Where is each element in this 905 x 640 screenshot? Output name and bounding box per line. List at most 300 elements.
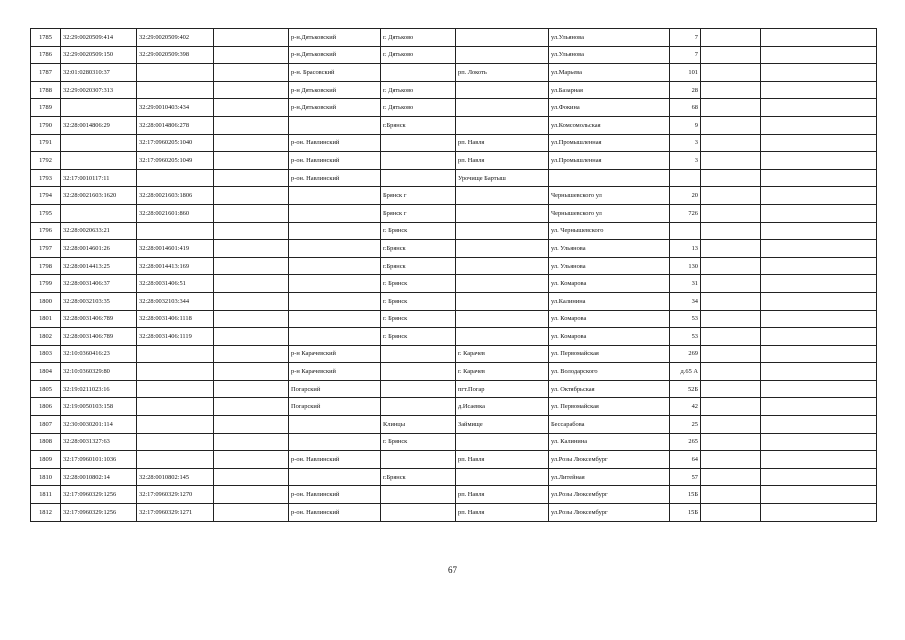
cell-city: г. Брянск	[381, 292, 456, 310]
cell-city	[381, 152, 456, 170]
table-body	[31, 29, 877, 522]
cell-row-number: 1792	[31, 152, 61, 170]
cell-cadastral-number: 32:17:0960101:1036	[61, 451, 137, 469]
cell-district	[289, 257, 381, 275]
cell-street: ул.Комсомольская	[549, 116, 670, 134]
cell-settlement	[456, 433, 549, 451]
cell-street: ул. Первомайская	[549, 398, 670, 416]
cell-remarks	[761, 64, 877, 82]
cell-remarks	[761, 398, 877, 416]
cell-extra	[214, 257, 289, 275]
cell-row-number: 1806	[31, 398, 61, 416]
cell-notes	[701, 345, 761, 363]
cell-district	[289, 204, 381, 222]
cell-house: 28	[670, 81, 701, 99]
cell-district	[289, 433, 381, 451]
cell-street: ул.Базарная	[549, 81, 670, 99]
table-row	[31, 292, 877, 310]
cell-notes	[701, 380, 761, 398]
cell-house: 7	[670, 46, 701, 64]
cell-notes	[701, 257, 761, 275]
cell-city: г. Брянск	[381, 222, 456, 240]
cell-cadastral-number-2: 32:17:0960205:1049	[137, 152, 214, 170]
cell-street: ул.Розы Люксембург	[549, 486, 670, 504]
table-row	[31, 345, 877, 363]
cell-cadastral-number: 32:28:0031406:789	[61, 310, 137, 328]
cell-street: Бессарабова	[549, 416, 670, 434]
cell-street: ул. Чернышевского	[549, 222, 670, 240]
cell-house: 68	[670, 99, 701, 117]
cell-city: Брянск г	[381, 204, 456, 222]
cell-cadastral-number-2: 32:17:0960329:1271	[137, 504, 214, 522]
cell-extra	[214, 310, 289, 328]
cell-street: ул. Ульянова	[549, 257, 670, 275]
cell-extra	[214, 363, 289, 381]
cell-city: Клинцы	[381, 416, 456, 434]
table-row	[31, 116, 877, 134]
cell-cadastral-number	[61, 204, 137, 222]
cell-notes	[701, 486, 761, 504]
cell-cadastral-number-2	[137, 451, 214, 469]
cell-settlement	[456, 468, 549, 486]
cell-row-number: 1810	[31, 468, 61, 486]
cell-remarks	[761, 380, 877, 398]
cell-extra	[214, 398, 289, 416]
cell-street: ул. Октябрьская	[549, 380, 670, 398]
cell-row-number: 1803	[31, 345, 61, 363]
cell-settlement	[456, 222, 549, 240]
cell-street: ул. Комарова	[549, 275, 670, 293]
cell-street: ул.Фокина	[549, 99, 670, 117]
cell-city	[381, 380, 456, 398]
cell-remarks	[761, 134, 877, 152]
cell-notes	[701, 46, 761, 64]
cell-notes	[701, 222, 761, 240]
cell-settlement: рп. Навля	[456, 152, 549, 170]
cell-city: г. Брянск	[381, 310, 456, 328]
cell-notes	[701, 416, 761, 434]
cell-row-number: 1791	[31, 134, 61, 152]
cell-cadastral-number-2	[137, 363, 214, 381]
cell-notes	[701, 204, 761, 222]
cell-extra	[214, 29, 289, 47]
cell-row-number: 1796	[31, 222, 61, 240]
cell-city: Брянск г	[381, 187, 456, 205]
cell-cadastral-number-2	[137, 398, 214, 416]
table-row	[31, 328, 877, 346]
cell-cadastral-number: 32:28:0031327:63	[61, 433, 137, 451]
cell-row-number: 1794	[31, 187, 61, 205]
cell-city: г.Брянск	[381, 116, 456, 134]
cell-house: 7	[670, 29, 701, 47]
table-row	[31, 468, 877, 486]
cell-row-number: 1786	[31, 46, 61, 64]
cell-extra	[214, 486, 289, 504]
cell-district: р-н Карачевский	[289, 345, 381, 363]
cell-notes	[701, 29, 761, 47]
cell-notes	[701, 504, 761, 522]
cell-cadastral-number	[61, 134, 137, 152]
cell-row-number: 1811	[31, 486, 61, 504]
cell-settlement	[456, 310, 549, 328]
cell-house: 3	[670, 134, 701, 152]
cell-extra	[214, 240, 289, 258]
cell-remarks	[761, 240, 877, 258]
cell-settlement: рп. Навля	[456, 451, 549, 469]
cell-remarks	[761, 416, 877, 434]
cell-house: 20	[670, 187, 701, 205]
cell-extra	[214, 504, 289, 522]
cell-cadastral-number: 32:19:0050103:158	[61, 398, 137, 416]
cell-settlement	[456, 116, 549, 134]
cell-city	[381, 345, 456, 363]
cell-city	[381, 64, 456, 82]
cell-house: 13	[670, 240, 701, 258]
table-row	[31, 99, 877, 117]
cell-cadastral-number: 32:28:0010802:14	[61, 468, 137, 486]
cell-extra	[214, 204, 289, 222]
cell-cadastral-number	[61, 152, 137, 170]
cell-settlement	[456, 46, 549, 64]
cell-house: 265	[670, 433, 701, 451]
cell-notes	[701, 363, 761, 381]
cell-row-number: 1800	[31, 292, 61, 310]
cell-street: ул. Ульянова	[549, 240, 670, 258]
cell-cadastral-number-2	[137, 416, 214, 434]
cell-notes	[701, 152, 761, 170]
cell-row-number: 1785	[31, 29, 61, 47]
cell-city: г. Дятьково	[381, 46, 456, 64]
cell-house: 25	[670, 416, 701, 434]
cell-notes	[701, 81, 761, 99]
cell-remarks	[761, 292, 877, 310]
cell-district	[289, 292, 381, 310]
cell-cadastral-number-2	[137, 433, 214, 451]
cell-street: ул.Марьева	[549, 64, 670, 82]
cell-row-number: 1804	[31, 363, 61, 381]
table-row	[31, 81, 877, 99]
cell-notes	[701, 134, 761, 152]
cell-notes	[701, 275, 761, 293]
cell-cadastral-number: 32:29:0020307:313	[61, 81, 137, 99]
cell-extra	[214, 275, 289, 293]
cell-remarks	[761, 486, 877, 504]
cell-remarks	[761, 187, 877, 205]
cell-settlement: пгт.Погар	[456, 380, 549, 398]
page-number: 67	[448, 565, 457, 575]
cell-notes	[701, 99, 761, 117]
cell-cadastral-number-2: 32:28:0032103:344	[137, 292, 214, 310]
cell-row-number: 1795	[31, 204, 61, 222]
registry-table	[30, 28, 877, 522]
cell-cadastral-number-2	[137, 222, 214, 240]
cell-house: 53	[670, 310, 701, 328]
table-row	[31, 152, 877, 170]
cell-cadastral-number: 32:28:0032103:35	[61, 292, 137, 310]
cell-cadastral-number: 32:28:0021603:1620	[61, 187, 137, 205]
cell-cadastral-number: 32:28:0014806:29	[61, 116, 137, 134]
cell-city: г. Брянск	[381, 433, 456, 451]
table-row	[31, 187, 877, 205]
table-row	[31, 451, 877, 469]
cell-district: р-н Карачевский	[289, 363, 381, 381]
cell-remarks	[761, 451, 877, 469]
cell-remarks	[761, 169, 877, 187]
cell-settlement	[456, 99, 549, 117]
cell-extra	[214, 152, 289, 170]
cell-city: г. Брянск	[381, 275, 456, 293]
cell-district: р-н.Дятьковский	[289, 46, 381, 64]
table-row	[31, 486, 877, 504]
cell-notes	[701, 328, 761, 346]
cell-cadastral-number: 32:10:0360329:80	[61, 363, 137, 381]
cell-house: д.65 А	[670, 363, 701, 381]
cell-extra	[214, 46, 289, 64]
cell-city: г.Брянск	[381, 257, 456, 275]
cell-remarks	[761, 310, 877, 328]
cell-cadastral-number-2: 32:28:0014601:419	[137, 240, 214, 258]
cell-remarks	[761, 275, 877, 293]
table-row	[31, 29, 877, 47]
cell-row-number: 1801	[31, 310, 61, 328]
cell-cadastral-number: 32:29:0020509:150	[61, 46, 137, 64]
cell-row-number: 1809	[31, 451, 61, 469]
cell-house	[670, 222, 701, 240]
cell-district: р-он. Навлинский	[289, 152, 381, 170]
cell-row-number: 1789	[31, 99, 61, 117]
cell-city: г.Брянск	[381, 240, 456, 258]
table-row	[31, 204, 877, 222]
cell-notes	[701, 116, 761, 134]
cell-district: р-н Дятьковский	[289, 81, 381, 99]
cell-city	[381, 169, 456, 187]
cell-remarks	[761, 345, 877, 363]
cell-house: 64	[670, 451, 701, 469]
cell-cadastral-number: 32:17:0960329:1256	[61, 504, 137, 522]
table-row	[31, 380, 877, 398]
cell-house: 269	[670, 345, 701, 363]
table-row	[31, 46, 877, 64]
cell-district	[289, 275, 381, 293]
cell-house: 15Б	[670, 486, 701, 504]
table-row	[31, 134, 877, 152]
cell-cadastral-number-2: 32:17:0960205:1040	[137, 134, 214, 152]
cell-row-number: 1798	[31, 257, 61, 275]
cell-settlement	[456, 81, 549, 99]
cell-street: ул.Розы Люксембург	[549, 504, 670, 522]
cell-street: Чернышевского ул	[549, 187, 670, 205]
cell-street: ул. Первомайская	[549, 345, 670, 363]
cell-district: р-он. Навлинский	[289, 504, 381, 522]
table-row	[31, 169, 877, 187]
cell-cadastral-number-2: 32:28:0014413:169	[137, 257, 214, 275]
cell-cadastral-number: 32:01:0280310:37	[61, 64, 137, 82]
cell-settlement	[456, 29, 549, 47]
cell-street: ул.Промышленная	[549, 152, 670, 170]
cell-remarks	[761, 468, 877, 486]
cell-house: 34	[670, 292, 701, 310]
cell-row-number: 1787	[31, 64, 61, 82]
cell-city: г.Брянск	[381, 468, 456, 486]
cell-district	[289, 222, 381, 240]
cell-notes	[701, 64, 761, 82]
cell-settlement	[456, 240, 549, 258]
cell-house: 42	[670, 398, 701, 416]
cell-district: Погарский	[289, 398, 381, 416]
cell-house: 52Б	[670, 380, 701, 398]
table-row	[31, 275, 877, 293]
cell-district	[289, 116, 381, 134]
cell-district: Погарский	[289, 380, 381, 398]
cell-remarks	[761, 81, 877, 99]
cell-settlement: рп. Навля	[456, 134, 549, 152]
cell-row-number: 1812	[31, 504, 61, 522]
cell-house: 31	[670, 275, 701, 293]
cell-cadastral-number: 32:17:0960329:1256	[61, 486, 137, 504]
cell-house: 3	[670, 152, 701, 170]
cell-city	[381, 398, 456, 416]
cell-settlement	[456, 187, 549, 205]
cell-row-number: 1799	[31, 275, 61, 293]
cell-extra	[214, 328, 289, 346]
cell-settlement	[456, 204, 549, 222]
cell-city: г. Дятьково	[381, 29, 456, 47]
cell-cadastral-number: 32:28:0031406:37	[61, 275, 137, 293]
cell-row-number: 1790	[31, 116, 61, 134]
cell-house: 101	[670, 64, 701, 82]
cell-street: Чернышевского ул	[549, 204, 670, 222]
cell-settlement	[456, 257, 549, 275]
cell-settlement	[456, 292, 549, 310]
cell-row-number: 1793	[31, 169, 61, 187]
cell-district	[289, 416, 381, 434]
cell-notes	[701, 451, 761, 469]
table-row	[31, 416, 877, 434]
cell-cadastral-number-2: 32:17:0960329:1270	[137, 486, 214, 504]
cell-district	[289, 468, 381, 486]
cell-street: ул. Володарского	[549, 363, 670, 381]
table-row	[31, 398, 877, 416]
cell-remarks	[761, 257, 877, 275]
cell-street: ул. Комарова	[549, 310, 670, 328]
cell-house: 15Б	[670, 504, 701, 522]
cell-house: 57	[670, 468, 701, 486]
cell-district	[289, 240, 381, 258]
cell-district: р-он. Навлинский	[289, 486, 381, 504]
cell-street: ул.Ульянова	[549, 29, 670, 47]
cell-extra	[214, 345, 289, 363]
cell-street	[549, 169, 670, 187]
cell-cadastral-number-2: 32:28:0010802:145	[137, 468, 214, 486]
cell-house: 9	[670, 116, 701, 134]
cell-district: р-н.Дятьковский	[289, 99, 381, 117]
cell-extra	[214, 187, 289, 205]
cell-district: р-н.Дятьковский	[289, 29, 381, 47]
cell-cadastral-number: 32:30:0030201:114	[61, 416, 137, 434]
cell-extra	[214, 451, 289, 469]
cell-remarks	[761, 46, 877, 64]
cell-settlement: рп. Навля	[456, 504, 549, 522]
cell-notes	[701, 292, 761, 310]
cell-extra	[214, 416, 289, 434]
cell-extra	[214, 222, 289, 240]
table-row	[31, 310, 877, 328]
cell-street: ул. Калинина	[549, 433, 670, 451]
cell-house: 53	[670, 328, 701, 346]
cell-street: ул. Комарова	[549, 328, 670, 346]
cell-extra	[214, 169, 289, 187]
cell-city	[381, 134, 456, 152]
cell-district	[289, 310, 381, 328]
cell-city	[381, 504, 456, 522]
cell-remarks	[761, 29, 877, 47]
cell-remarks	[761, 116, 877, 134]
cell-extra	[214, 81, 289, 99]
cell-row-number: 1805	[31, 380, 61, 398]
cell-cadastral-number: 32:28:0031406:789	[61, 328, 137, 346]
cell-extra	[214, 380, 289, 398]
cell-city: г. Дятьково	[381, 81, 456, 99]
cell-city: г. Брянск	[381, 328, 456, 346]
cell-cadastral-number-2	[137, 64, 214, 82]
table-row	[31, 363, 877, 381]
cell-notes	[701, 187, 761, 205]
cell-settlement: Урочище Бартыш	[456, 169, 549, 187]
cell-row-number: 1807	[31, 416, 61, 434]
cell-extra	[214, 292, 289, 310]
cell-notes	[701, 169, 761, 187]
cell-district: р-он. Навлинский	[289, 134, 381, 152]
cell-cadastral-number-2	[137, 380, 214, 398]
cell-district: р-он. Навлинский	[289, 169, 381, 187]
cell-remarks	[761, 222, 877, 240]
cell-remarks	[761, 433, 877, 451]
cell-house: 130	[670, 257, 701, 275]
cell-city	[381, 486, 456, 504]
cell-cadastral-number-2: 32:28:0031406:1119	[137, 328, 214, 346]
cell-cadastral-number	[61, 99, 137, 117]
cell-remarks	[761, 204, 877, 222]
cell-district: р-н. Брасовский	[289, 64, 381, 82]
table-row	[31, 433, 877, 451]
cell-settlement: д.Исаевка	[456, 398, 549, 416]
cell-row-number: 1797	[31, 240, 61, 258]
cell-cadastral-number-2: 32:29:0020509:402	[137, 29, 214, 47]
cell-street: ул.Промышленная	[549, 134, 670, 152]
cell-notes	[701, 433, 761, 451]
cell-extra	[214, 99, 289, 117]
cell-notes	[701, 240, 761, 258]
cell-cadastral-number: 32:17:0010117:11	[61, 169, 137, 187]
cell-city: г. Дятьково	[381, 99, 456, 117]
cell-cadastral-number: 32:19:0211023:16	[61, 380, 137, 398]
cell-cadastral-number: 32:10:0360416:23	[61, 345, 137, 363]
cell-city	[381, 363, 456, 381]
cell-cadastral-number-2: 32:28:0021601:860	[137, 204, 214, 222]
cell-street: ул.Ульянова	[549, 46, 670, 64]
table-row	[31, 504, 877, 522]
cell-cadastral-number-2: 32:28:0021603:1806	[137, 187, 214, 205]
cell-settlement	[456, 328, 549, 346]
cell-house	[670, 169, 701, 187]
cell-cadastral-number-2: 32:28:0014806:278	[137, 116, 214, 134]
cell-street: ул.Розы Люксембург	[549, 451, 670, 469]
cell-cadastral-number-2	[137, 169, 214, 187]
cell-settlement	[456, 275, 549, 293]
cell-remarks	[761, 363, 877, 381]
cell-extra	[214, 116, 289, 134]
cell-extra	[214, 468, 289, 486]
